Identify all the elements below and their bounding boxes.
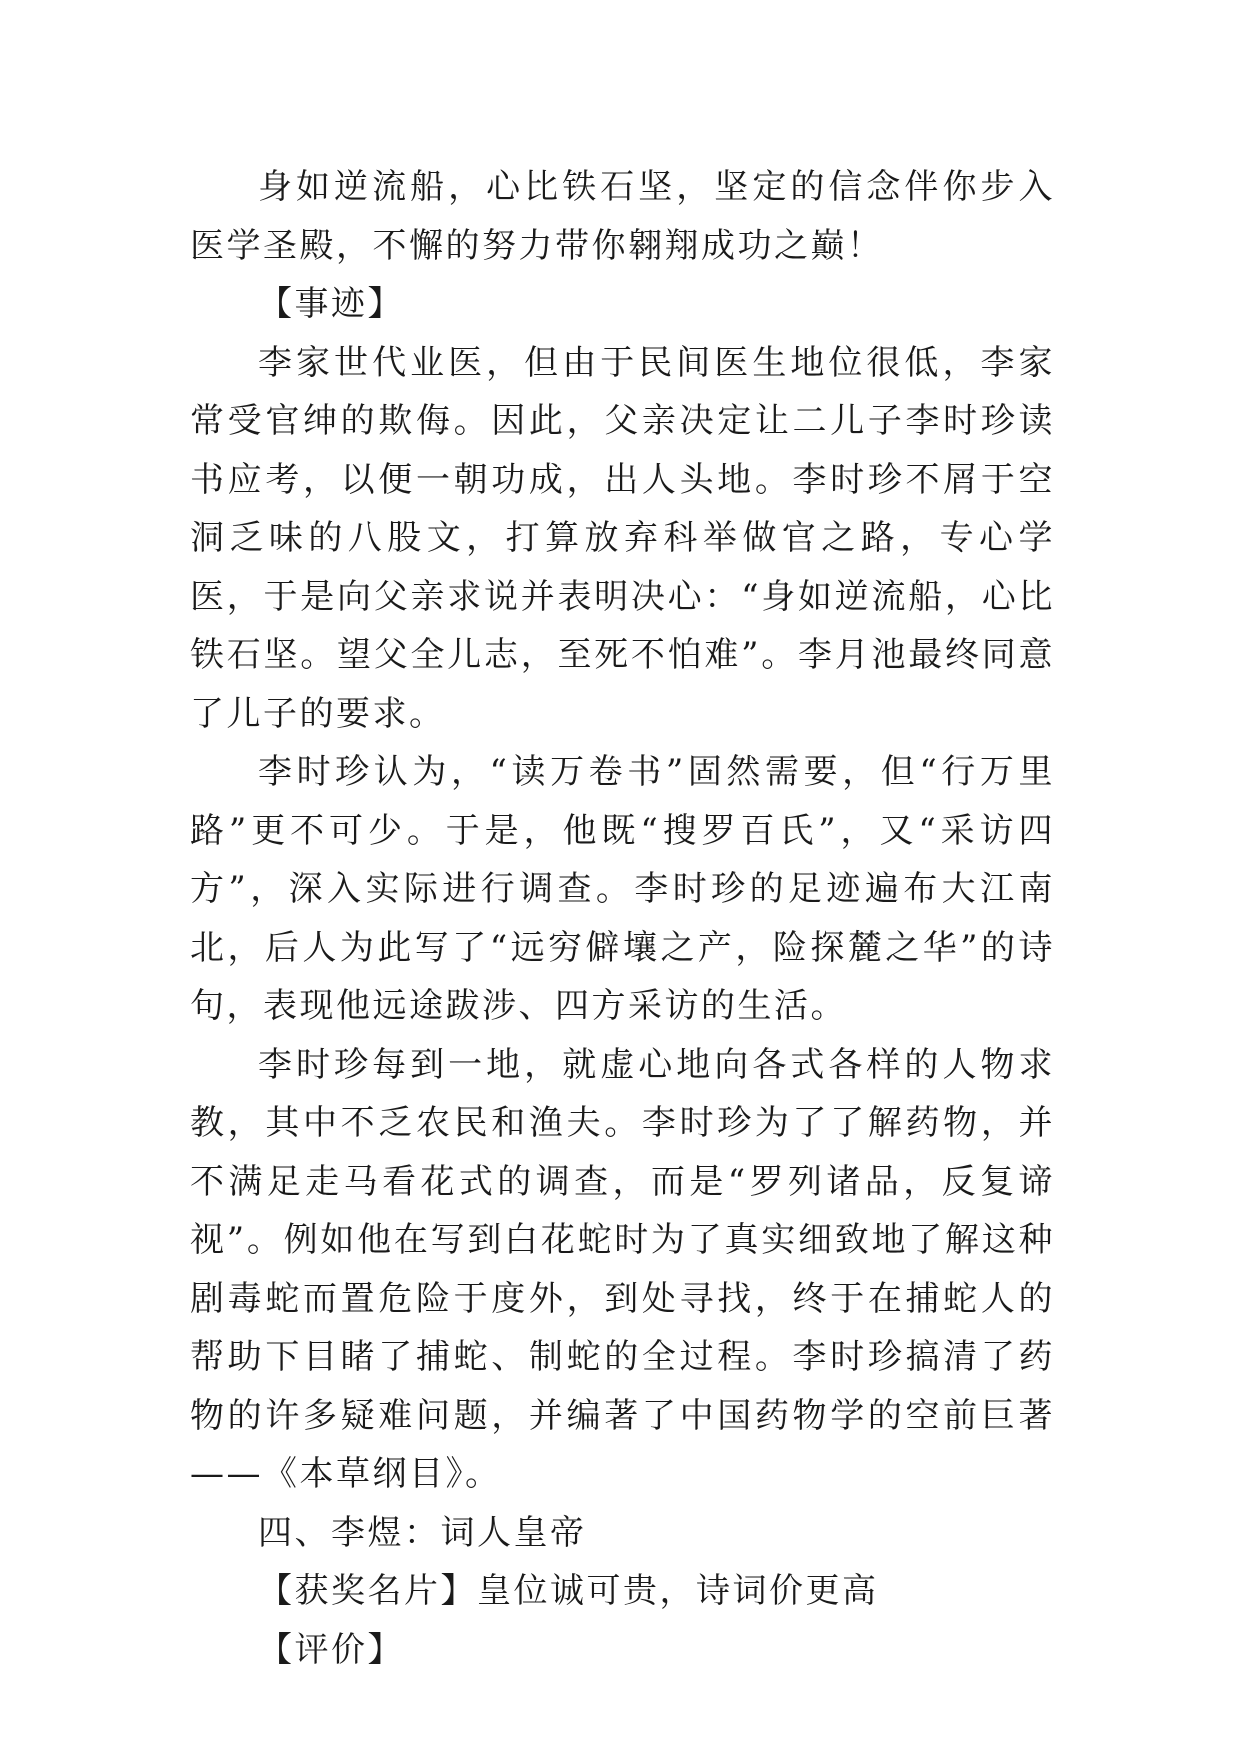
award-card-line: 【获奖名片】皇位诚可贵，诗词价更高 <box>258 1571 879 1611</box>
paragraph-family-background: 李家世代业医，但由于民间医生地位很低，李家常受官绅的欺侮。因此，父亲决定让二儿子李时珍读书应考，以便一朝功成，出人头地。李时珍不屑于空洞乏味的八股文，打算放弃科举做官之路，专心学医，于是向父亲求说并表明决心：“身如逆流船，心比铁石坚。望父全儿志，至死不怕难”。李月池最终同意了儿子的要求。 <box>190 342 1055 734</box>
heading-evaluation: 【评价】 <box>258 1629 404 1670</box>
paragraph-field-research: 李时珍认为，“读万卷书”固然需要，但“行万里路”更不可少。于是，他既“搜罗百氏”，又“采访四方”，深入实际进行调查。李时珍的足迹遍布大江南北，后人为此写了“远穷僻壤之产，险探麓之华”的诗句，表现他远途跋涉、四方采访的生活。 <box>190 752 1055 1026</box>
section-heading-li-yu: 四、李煜：词人皇帝 <box>258 1512 587 1553</box>
paragraph-motto: 身如逆流船，心比铁石坚，坚定的信念伴你步入医学圣殿，不懈的努力带你翱翔成功之巅！ <box>190 167 1055 266</box>
document-body <box>190 158 1055 1679</box>
heading-deeds: 【事迹】 <box>258 284 404 324</box>
paragraph-bencao-gangmu: 李时珍每到一地，就虚心地向各式各样的人物求教，其中不乏农民和渔夫。李时珍为了了解药物，并不满足走马看花式的调查，而是“罗列诸品，反复谛视”。例如他在写到白花蛇时为了真实细致地了解这种剧毒蛇而置危险于度外，到处寻找，终于在捕蛇人的帮助下目睹了捕蛇、制蛇的全过程。李时珍搞清了药物的许多疑难问题，并编著了中国药物学的空前巨著——《本草纲目》。 <box>190 1044 1055 1494</box>
